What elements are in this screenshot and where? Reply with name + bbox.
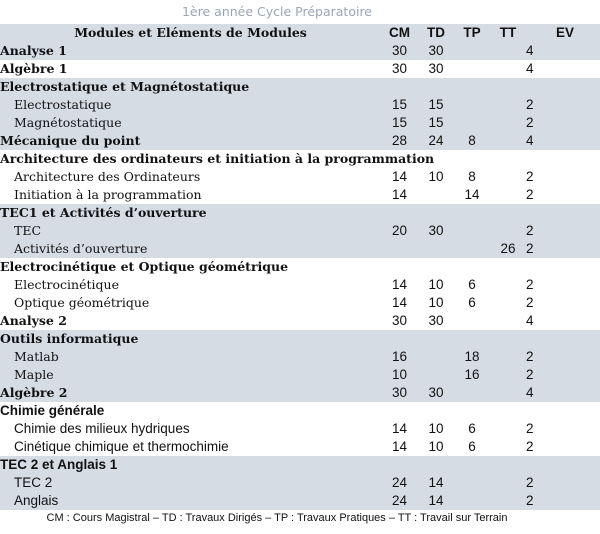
tt-hours bbox=[490, 294, 526, 312]
cm-hours bbox=[381, 456, 418, 474]
module-name: Outils informatique bbox=[0, 330, 381, 348]
tp-hours bbox=[454, 240, 490, 258]
td-hours bbox=[418, 78, 454, 96]
cm-hours: 14 bbox=[391, 169, 408, 184]
cm-hours: 14 bbox=[391, 421, 408, 436]
tp-hours: 6 bbox=[468, 421, 476, 436]
td-hours bbox=[418, 402, 454, 420]
tt-hours bbox=[490, 456, 526, 474]
element-row bbox=[0, 492, 600, 510]
tp-hours: 6 bbox=[468, 295, 476, 310]
tp-hours: 6 bbox=[468, 439, 476, 454]
td-hours bbox=[418, 456, 454, 474]
element-row bbox=[0, 366, 600, 384]
tp-hours: 6 bbox=[468, 277, 476, 292]
td-hours bbox=[418, 186, 454, 204]
element-name: Cinétique chimique et thermochimie bbox=[14, 439, 229, 454]
header-td: TD bbox=[418, 24, 454, 42]
tt-hours bbox=[490, 474, 526, 492]
td-hours: 30 bbox=[418, 384, 454, 402]
module-name: Architecture des ordinateurs et initiation à la programmation bbox=[0, 151, 435, 166]
tt-hours bbox=[490, 222, 526, 240]
module-row bbox=[0, 60, 600, 78]
td-hours: 10 bbox=[428, 169, 444, 184]
tt-hours bbox=[490, 42, 526, 60]
ev-value: 2 bbox=[526, 348, 600, 366]
cm-hours: 15 bbox=[381, 114, 418, 132]
tt-hours bbox=[490, 312, 526, 330]
tt-hours: 26 bbox=[490, 240, 526, 258]
ev-value: 2 bbox=[526, 187, 534, 202]
element-row bbox=[0, 222, 600, 240]
cm-hours: 16 bbox=[381, 348, 418, 366]
ev-value: 2 bbox=[526, 96, 600, 114]
tt-hours bbox=[490, 384, 526, 402]
ev-value: 2 bbox=[526, 114, 600, 132]
ev-value bbox=[526, 402, 600, 420]
element-name: TEC 2 bbox=[0, 474, 381, 492]
legend-footer: CM : Cours Magistral – TD : Travaux Dirigés – TP : Travaux Pratiques – TT : Travail sur Terrain bbox=[46, 512, 508, 524]
td-hours: 30 bbox=[418, 222, 454, 240]
ev-value: 2 bbox=[526, 492, 600, 510]
tt-hours bbox=[490, 114, 526, 132]
tp-hours bbox=[454, 42, 490, 60]
ev-value: 4 bbox=[526, 61, 534, 76]
tp-hours bbox=[454, 114, 490, 132]
cm-hours: 14 bbox=[391, 439, 408, 454]
element-row bbox=[0, 240, 600, 258]
element-row bbox=[0, 168, 600, 186]
cm-hours bbox=[381, 402, 418, 420]
module-name: TEC 2 et Anglais 1 bbox=[0, 456, 381, 474]
ev-value bbox=[526, 330, 600, 348]
cm-hours: 24 bbox=[381, 474, 418, 492]
tp-hours bbox=[454, 60, 490, 78]
tt-hours bbox=[490, 348, 526, 366]
element-row bbox=[0, 96, 600, 114]
tt-hours bbox=[490, 258, 526, 276]
module-name: Algèbre 1 bbox=[0, 61, 68, 76]
table-body bbox=[0, 42, 600, 510]
td-hours bbox=[418, 204, 454, 222]
element-row bbox=[0, 186, 600, 204]
module-row bbox=[0, 312, 600, 330]
module-name: Electrostatique et Magnétostatique bbox=[0, 78, 381, 96]
cm-hours: 15 bbox=[381, 96, 418, 114]
ev-value: 2 bbox=[526, 421, 534, 436]
td-hours: 10 bbox=[428, 421, 444, 436]
element-name: Anglais bbox=[0, 492, 381, 510]
tt-hours bbox=[490, 402, 526, 420]
tp-hours: 18 bbox=[454, 348, 490, 366]
td-hours bbox=[418, 348, 454, 366]
cm-hours: 20 bbox=[381, 222, 418, 240]
td-hours: 14 bbox=[418, 492, 454, 510]
ev-value: 2 bbox=[526, 277, 534, 292]
tt-hours bbox=[490, 276, 526, 294]
tt-hours bbox=[490, 132, 526, 150]
element-name: Maple bbox=[0, 366, 381, 384]
td-hours bbox=[418, 258, 454, 276]
tt-hours bbox=[490, 366, 526, 384]
td-hours: 10 bbox=[428, 277, 444, 292]
module-row bbox=[0, 204, 600, 222]
td-hours: 30 bbox=[428, 313, 444, 328]
module-row bbox=[0, 258, 600, 276]
ev-value: 2 bbox=[526, 240, 600, 258]
ev-value bbox=[526, 150, 600, 168]
cm-hours: 30 bbox=[381, 384, 418, 402]
module-row bbox=[0, 456, 600, 474]
tp-hours bbox=[454, 312, 490, 330]
tp-hours bbox=[454, 78, 490, 96]
element-row bbox=[0, 276, 600, 294]
element-row bbox=[0, 438, 600, 456]
cm-hours: 28 bbox=[381, 132, 418, 150]
ev-value: 2 bbox=[526, 295, 534, 310]
cm-hours bbox=[381, 204, 418, 222]
tp-hours bbox=[454, 384, 490, 402]
header-tp: TP bbox=[454, 24, 490, 42]
td-hours bbox=[418, 240, 454, 258]
tt-hours bbox=[490, 96, 526, 114]
module-name: Analyse 1 bbox=[0, 42, 381, 60]
tp-hours: 8 bbox=[454, 132, 490, 150]
tt-hours bbox=[490, 438, 526, 456]
ev-value: 2 bbox=[526, 222, 600, 240]
module-name: Analyse 2 bbox=[0, 313, 67, 328]
header-cm: CM bbox=[381, 24, 418, 42]
tt-hours bbox=[490, 330, 526, 348]
module-row bbox=[0, 42, 600, 60]
cm-hours: 30 bbox=[391, 61, 408, 76]
cm-hours: 30 bbox=[381, 42, 418, 60]
ev-value: 4 bbox=[526, 384, 600, 402]
td-hours: 30 bbox=[428, 61, 444, 76]
cm-hours: 14 bbox=[391, 277, 408, 292]
ev-value bbox=[526, 78, 600, 96]
ev-value bbox=[526, 204, 600, 222]
element-name: Electrostatique bbox=[0, 96, 381, 114]
tt-hours bbox=[490, 186, 526, 204]
element-name: Optique géométrique bbox=[14, 295, 150, 310]
page-title: 1ère année Cycle Préparatoire bbox=[181, 4, 372, 19]
element-name: Electrocinétique bbox=[14, 277, 119, 292]
cm-hours: 10 bbox=[381, 366, 418, 384]
td-hours: 24 bbox=[418, 132, 454, 150]
tt-hours bbox=[490, 168, 526, 186]
ev-value: 2 bbox=[526, 474, 600, 492]
tp-hours bbox=[454, 474, 490, 492]
tp-hours bbox=[454, 402, 490, 420]
ev-value: 2 bbox=[526, 366, 600, 384]
header-modules: Modules et Eléments de Modules bbox=[0, 24, 381, 42]
td-hours bbox=[418, 330, 454, 348]
cm-hours: 30 bbox=[391, 313, 408, 328]
tp-hours bbox=[454, 492, 490, 510]
element-name: TEC bbox=[0, 222, 381, 240]
cm-hours: 14 bbox=[391, 187, 408, 202]
tp-hours bbox=[454, 222, 490, 240]
module-row bbox=[0, 330, 600, 348]
td-hours: 10 bbox=[428, 439, 444, 454]
element-name: Chimie des milieux hydriques bbox=[14, 421, 190, 436]
element-name: Activités d’ouverture bbox=[0, 240, 381, 258]
ev-value: 4 bbox=[526, 132, 600, 150]
header-tt: TT bbox=[490, 24, 526, 42]
tt-hours bbox=[490, 204, 526, 222]
tt-hours bbox=[490, 78, 526, 96]
td-hours: 10 bbox=[428, 295, 444, 310]
tp-hours: 8 bbox=[468, 169, 476, 184]
tp-hours: 14 bbox=[464, 187, 480, 202]
modules-table bbox=[0, 24, 600, 510]
module-name: Chimie générale bbox=[0, 403, 105, 418]
module-row bbox=[0, 384, 600, 402]
element-name: Architecture des Ordinateurs bbox=[14, 169, 201, 184]
cm-hours bbox=[381, 258, 418, 276]
tp-hours bbox=[454, 204, 490, 222]
tp-hours bbox=[454, 150, 490, 168]
element-row bbox=[0, 348, 600, 366]
cm-hours: 24 bbox=[381, 492, 418, 510]
module-name: TEC1 et Activités d’ouverture bbox=[0, 204, 381, 222]
td-hours: 15 bbox=[418, 114, 454, 132]
element-name: Initiation à la programmation bbox=[14, 187, 202, 202]
td-hours: 14 bbox=[418, 474, 454, 492]
module-name: Electrocinétique et Optique géométrique bbox=[0, 259, 289, 274]
cm-hours: 14 bbox=[391, 295, 408, 310]
td-hours bbox=[418, 366, 454, 384]
module-row bbox=[0, 150, 600, 168]
ev-value: 2 bbox=[526, 169, 534, 184]
cm-hours bbox=[381, 330, 418, 348]
tp-hours bbox=[454, 258, 490, 276]
tp-hours bbox=[454, 456, 490, 474]
element-row bbox=[0, 420, 600, 438]
cm-hours bbox=[381, 240, 418, 258]
tt-hours bbox=[490, 60, 526, 78]
header-ev: EV bbox=[526, 24, 600, 42]
module-row bbox=[0, 78, 600, 96]
tp-hours: 16 bbox=[454, 366, 490, 384]
element-name: Magnétostatique bbox=[0, 114, 381, 132]
module-row bbox=[0, 132, 600, 150]
ev-value bbox=[526, 456, 600, 474]
tt-hours bbox=[490, 492, 526, 510]
element-row bbox=[0, 114, 600, 132]
module-row bbox=[0, 402, 600, 420]
tt-hours bbox=[490, 150, 526, 168]
ev-value: 4 bbox=[526, 313, 534, 328]
ev-value: 2 bbox=[526, 439, 534, 454]
table-header-row bbox=[0, 24, 600, 42]
td-hours: 30 bbox=[418, 42, 454, 60]
ev-value bbox=[526, 258, 600, 276]
ev-value: 4 bbox=[526, 42, 600, 60]
td-hours: 15 bbox=[418, 96, 454, 114]
tp-hours bbox=[454, 96, 490, 114]
tt-hours bbox=[490, 420, 526, 438]
element-name: Matlab bbox=[0, 348, 381, 366]
tp-hours bbox=[454, 330, 490, 348]
element-row bbox=[0, 474, 600, 492]
module-name: Mécanique du point bbox=[0, 132, 381, 150]
cm-hours bbox=[381, 78, 418, 96]
module-name: Algèbre 2 bbox=[0, 384, 381, 402]
element-row bbox=[0, 294, 600, 312]
